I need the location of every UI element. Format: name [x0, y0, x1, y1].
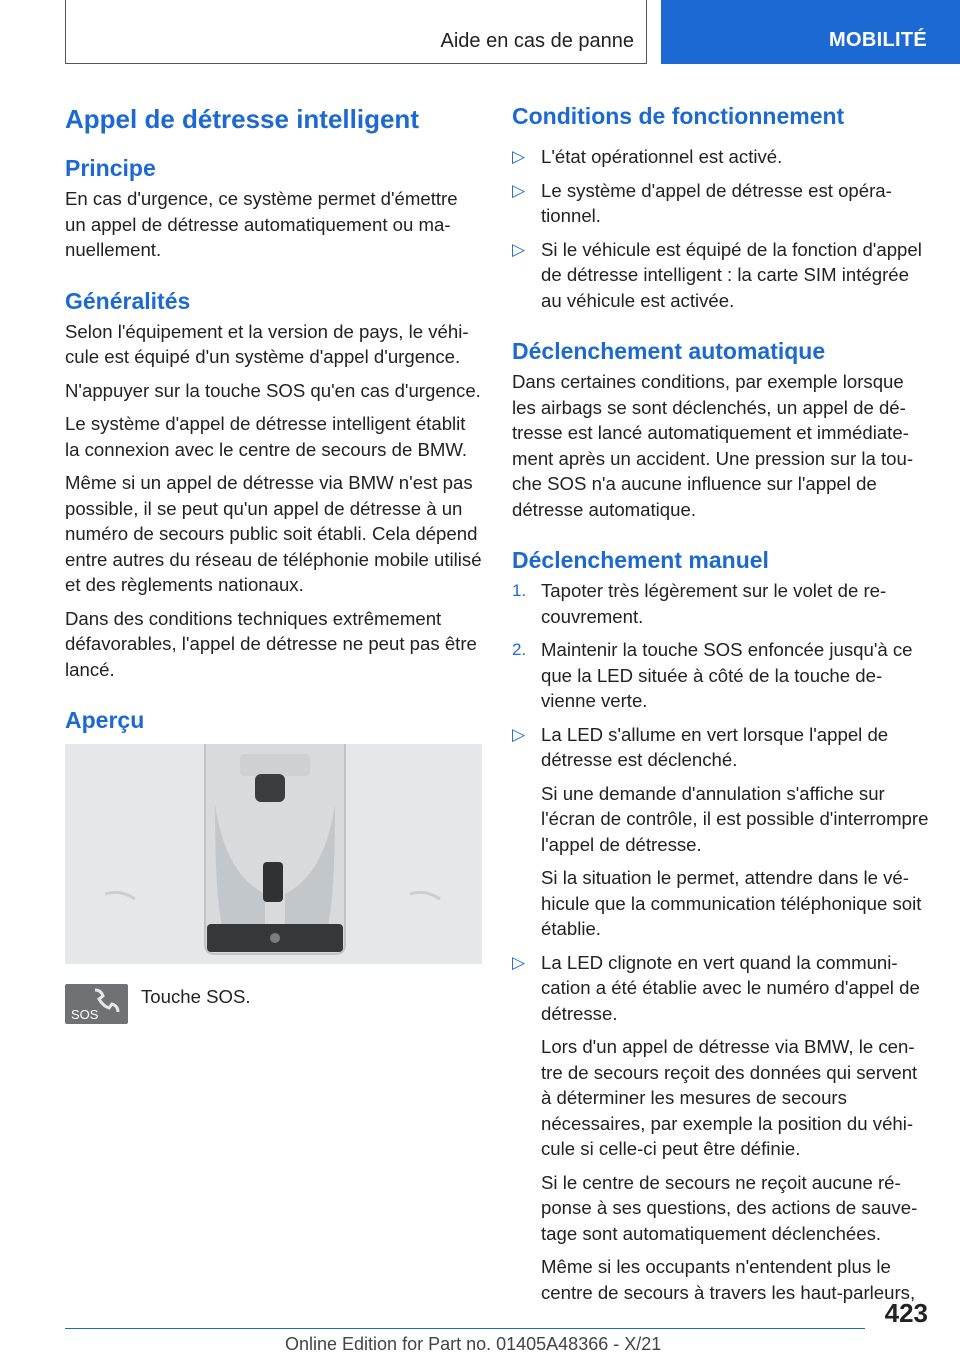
result-item: ▷ La LED clignote en vert quand la communication a été établie avec le numéro d'appel de détresse. — [512, 951, 920, 1024]
triangle-bullet-icon: ▷ — [512, 180, 526, 200]
page-number: 423 — [884, 1298, 928, 1328]
right-column — [512, 100, 930, 1313]
step-number: 2. — [512, 640, 527, 659]
list-item: ▷ Si le véhicule est équipé de la fonction d'appel de détresse intelligent : la carte SIM intégrée au véhicule est activée. — [512, 238, 922, 311]
footer-divider — [65, 1328, 865, 1329]
generalites-p4: Même si un appel de détresse via BMW n'est pas possible, il se peut qu'un appel de détresse à un numéro de secours public soit établi. Cela dépend entre autres du réseau de téléphonie mobile utilisé et des règlements nationaux. — [65, 472, 482, 595]
heading-conditions: Conditions de fonctionnement — [512, 103, 845, 129]
page-title: Appel de détresse intelligent — [65, 104, 419, 134]
svg-text:SOS: SOS — [71, 1007, 99, 1022]
auto-text: Dans certaines conditions, par exemple lorsque les airbags se sont déclenchés, un appel de détresse est lancé automatiquement et immédiatement après un accident. Une pression sur la touche SOS n'a aucune influence sur l'appel de détresse automatique. — [512, 371, 914, 520]
step-number: 1. — [512, 581, 527, 600]
heading-manuel: Déclenchement manuel — [512, 547, 769, 573]
sos-button-icon — [65, 984, 128, 1024]
heading-generalites: Généralités — [65, 287, 191, 314]
header-chapter-label: MOBILITÉ — [829, 29, 927, 51]
triangle-bullet-icon: ▷ — [512, 952, 526, 972]
result1-p1: Si une demande d'annulation s'affiche sur l'écran de contrôle, il est possible d'interrompre l'appel de détresse. — [541, 782, 929, 855]
generalites-p2: N'appuyer sur la touche SOS qu'en cas d'urgence. — [65, 379, 481, 401]
header-section-title: Aide en cas de panne — [440, 30, 634, 52]
generalites-p3: Le système d'appel de détresse intelligent établit la connexion avec le centre de secours de BMW. — [65, 413, 468, 460]
footer-edition: Online Edition for Part no. 01405A48366 - X/21 — [285, 1334, 662, 1354]
heading-apercu: Aperçu — [65, 707, 145, 733]
triangle-bullet-icon: ▷ — [512, 239, 526, 259]
result2-p2: Si le centre de secours ne reçoit aucune réponse à ses questions, des actions de sauvetage sont automatiquement déclenchées. — [541, 1171, 918, 1244]
heading-auto: Déclenchement automatique — [512, 338, 826, 364]
legend-text: Touche SOS. — [141, 986, 251, 1007]
principe-text: En cas d'urgence, ce système permet d'émettre un appel de détresse automatiquement ou manuellement. — [65, 188, 458, 260]
header-section-box — [65, 0, 647, 64]
legend-sos — [65, 984, 482, 1044]
result-item: ▷ La LED s'allume en vert lorsque l'appel de détresse est déclenché. — [512, 723, 889, 770]
result2-p1: Lors d'un appel de détresse via BMW, le centre de secours reçoit des données qui servent à déterminer les mesures de secours nécessaires, par exemple la position du véhicule si celle-ci peut être définie. — [541, 1036, 918, 1159]
result1-p2: Si la situation le permet, attendre dans le véhicule que la communication téléphonique soit établie. — [541, 867, 922, 939]
step-item: 1. Tapoter très légèrement sur le volet de recouvrement. — [512, 580, 887, 627]
left-column — [65, 100, 482, 1044]
result2-p3: Même si les occupants n'entendent plus le centre de secours à travers les haut-parleurs, — [541, 1256, 916, 1303]
heading-principe: Principe — [65, 155, 156, 181]
generalites-p5: Dans des conditions techniques extrêmement défavorables, l'appel de détresse ne peut pas être lancé. — [65, 607, 477, 680]
overhead-console-image — [65, 744, 482, 964]
list-item: ▷ Le système d'appel de détresse est opérationnel. — [512, 179, 892, 226]
triangle-bullet-icon: ▷ — [512, 147, 526, 166]
step-item: 2. Maintenir la touche SOS enfoncée jusqu'à ce que la LED située à côté de la touche devienne verte. — [512, 639, 913, 711]
generalites-p1: Selon l'équipement et la version de pays, le véhicule est équipé d'un système d'appel d'urgence. — [65, 320, 469, 367]
overhead-console-illustration — [65, 744, 482, 964]
header-chapter-tab — [661, 0, 960, 64]
list-item: ▷ L'état opérationnel est activé. — [512, 144, 930, 170]
triangle-bullet-icon: ▷ — [512, 724, 526, 744]
